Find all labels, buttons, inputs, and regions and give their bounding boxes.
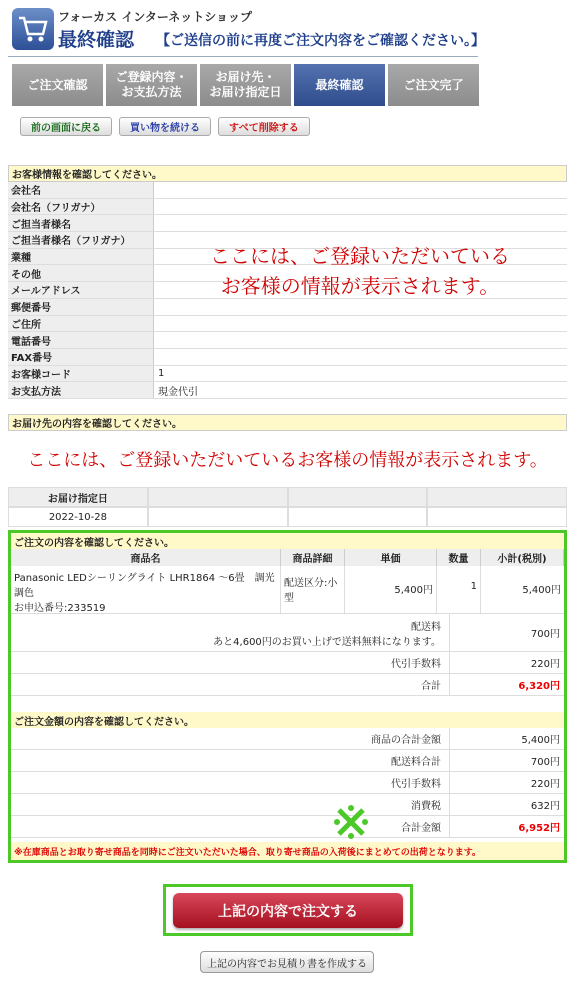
table-row	[8, 349, 567, 366]
table-row	[8, 382, 567, 399]
reference-mark-icon	[333, 804, 369, 843]
amount-value: 632円	[530, 801, 560, 812]
delivery-date-label: お届け指定日	[8, 487, 148, 507]
order-summary-box	[8, 530, 567, 863]
table-row	[8, 215, 567, 232]
step-delivery: お届け先・ お届け指定日	[200, 64, 291, 106]
field-label: お支払方法	[8, 382, 154, 398]
field-value	[154, 215, 567, 231]
free-shipping-note: あと4,600円のお買い上げで送料無料になります。	[213, 636, 441, 648]
amount-value: 700円	[530, 757, 560, 768]
continue-shopping-button[interactable]: 買い物を続ける	[119, 117, 211, 136]
field-label: 業種	[8, 249, 154, 265]
amount-value: 5,400円	[521, 735, 560, 746]
cod-row	[11, 652, 564, 674]
field-value: 現金代引	[158, 386, 198, 398]
table-row	[8, 299, 567, 316]
total-value: 6,320円	[518, 681, 560, 692]
column-header: 単価	[345, 549, 437, 566]
total-row	[11, 674, 564, 696]
place-order-button[interactable]: 上記の内容で注文する	[173, 893, 403, 928]
customer-section-title: お客様情報を確認してください。	[8, 165, 567, 182]
item-price: 5,400円	[345, 566, 437, 613]
action-buttons	[20, 117, 310, 136]
field-label: 郵便番号	[8, 299, 154, 315]
table-row	[8, 199, 567, 216]
field-label: お客様コード	[8, 366, 154, 382]
table-row	[8, 182, 567, 199]
delete-all-button[interactable]: すべて削除する	[218, 117, 310, 136]
step-registration: ご登録内容・ お支払方法	[106, 64, 197, 106]
grand-total-row	[11, 816, 564, 838]
field-value	[154, 182, 567, 198]
amount-label: 商品の合計金額	[11, 728, 450, 749]
page-subtitle: 【ご送信の前に再度ご注文内容をご確認ください。】	[156, 33, 485, 49]
shop-name: フォーカス インターネットショップ	[58, 10, 253, 24]
cod-label: 代引手数料	[11, 652, 450, 673]
delivery-date-table	[8, 487, 567, 527]
field-value: 1	[158, 367, 165, 379]
order-section-title: ご注文の内容を確認してください。	[11, 533, 564, 549]
shipping-label: 配送料	[411, 621, 441, 633]
order-table-header	[11, 549, 564, 566]
backorder-note: ※在庫商品とお取り寄せ商品を同時にご注文いただいた場合、取り寄せ商品の入荷後にまとめての出荷となります。	[11, 842, 564, 860]
total-label: 合計	[11, 674, 450, 695]
column-header: 数量	[437, 549, 481, 566]
shipping-value: 700円	[530, 629, 560, 640]
notice-line: お客様の情報が表示されます。	[220, 274, 500, 298]
delivery-section-title: お届け先の内容を確認してください。	[8, 414, 567, 431]
step-final-confirm: 最終確認	[294, 64, 385, 106]
amount-row	[11, 772, 564, 794]
order-number: お申込番号:233519	[14, 603, 106, 614]
shopping-cart-icon	[12, 8, 54, 50]
notice-line: ここには、ご登録いただいている	[210, 244, 510, 268]
amount-section-title: ご注文金額の内容を確認してください。	[11, 712, 564, 728]
shipping-row	[11, 614, 564, 652]
field-label: FAX番号	[8, 349, 154, 365]
grand-total-value: 6,952円	[518, 823, 560, 834]
header-divider	[8, 56, 478, 57]
delivery-date-value: 2022-10-28	[8, 507, 148, 527]
field-label: 電話番号	[8, 332, 154, 348]
create-quote-button[interactable]: 上記の内容でお見積り書を作成する	[200, 951, 374, 973]
amount-row	[11, 794, 564, 816]
field-value	[154, 316, 567, 332]
field-label: メールアドレス	[8, 282, 154, 298]
item-name-cell	[11, 566, 281, 613]
amount-label: 代引手数料	[11, 772, 450, 793]
cod-value: 220円	[530, 659, 560, 670]
amount-label: 配送料合計	[11, 750, 450, 771]
field-label: 会社名（フリガナ）	[8, 199, 154, 215]
order-item-row	[11, 566, 564, 614]
item-name: Panasonic LEDシーリングライト LHR1864 ～6畳 調光調色	[14, 573, 275, 599]
amount-row	[11, 728, 564, 750]
field-label: ご担当者様名（フリガナ）	[8, 232, 154, 248]
field-label: ご担当者様名	[8, 215, 154, 231]
field-value	[154, 349, 567, 365]
item-detail: 配送区分:小型	[281, 566, 345, 613]
checkout-steps	[12, 64, 479, 106]
column-header: 小計(税別)	[481, 549, 564, 566]
table-row	[8, 316, 567, 333]
page-header	[8, 4, 485, 54]
customer-info-notice	[170, 241, 550, 301]
table-row	[8, 332, 567, 349]
column-header: 商品名	[11, 549, 281, 566]
field-label: その他	[8, 265, 154, 281]
page-title: 最終確認	[58, 29, 135, 51]
amount-row	[11, 750, 564, 772]
item-subtotal: 5,400円	[522, 585, 561, 596]
field-label: ご住所	[8, 316, 154, 332]
field-value	[154, 299, 567, 315]
item-qty: 1	[437, 566, 481, 613]
grand-total-label: 合計金額	[11, 816, 450, 837]
field-value	[154, 332, 567, 348]
column-header: 商品詳細	[281, 549, 345, 566]
order-button-highlight	[163, 884, 413, 936]
amount-label: 消費税	[11, 794, 450, 815]
amount-value: 220円	[530, 779, 560, 790]
back-button[interactable]: 前の画面に戻る	[20, 117, 112, 136]
field-value	[154, 199, 567, 215]
field-label: 会社名	[8, 182, 154, 198]
delivery-info-notice: ここには、ご登録いただいているお客様の情報が表示されます。	[27, 450, 548, 471]
table-row	[8, 366, 567, 383]
step-order-confirm: ご注文確認	[12, 64, 103, 106]
step-complete: ご注文完了	[388, 64, 479, 106]
